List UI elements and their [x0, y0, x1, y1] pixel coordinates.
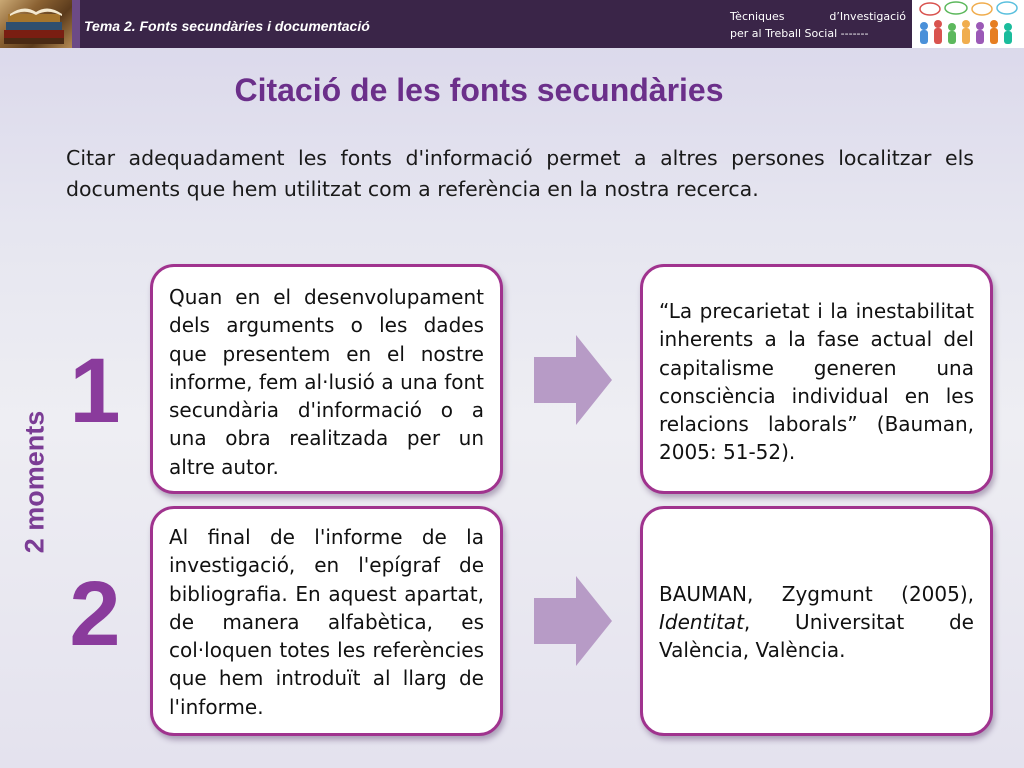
arrow-right-icon — [534, 335, 612, 425]
people-speech-bubbles-image — [912, 0, 1024, 48]
step-1-description: Quan en el desenvolupament dels arguments o les dades que presentem en el nostre informe, fem al·lusió a una font secundària d'informació o a una obra realitzada per un altre autor. — [169, 285, 484, 479]
moments-side-label-text: 2 moments — [19, 410, 50, 554]
step-2-description-box — [150, 506, 503, 736]
course-name — [730, 8, 906, 42]
intro-paragraph: Citar adequadament les fonts d'informació permet a altres persones localitzar els documents que hem utilitzat com a referència en la nostra recerca. — [66, 146, 974, 201]
step-number-2: 2 — [69, 563, 121, 665]
slide-title: Citació de les fonts secundàries — [234, 72, 724, 108]
reference-book-title: Identitat — [659, 609, 744, 634]
step-1-example-quote: “La precarietat i la inestabilitat inherents a la fase actual del capitalisme generen una consciència individual en les relacions laborals” (Bauman, 2005: 51-52). — [659, 299, 974, 465]
header-accent-strip — [72, 0, 80, 48]
bibliography-reference — [659, 580, 974, 665]
course-name-part2: d’Investigació — [829, 10, 906, 23]
header-title: Tema 2. Fonts secundàries i documentació — [84, 18, 370, 34]
header-bar — [0, 0, 1024, 48]
step-1-description-box — [150, 264, 503, 494]
books-image — [0, 0, 72, 48]
reference-publisher: , Universitat de València, València. — [659, 609, 974, 663]
step-2-example-box — [640, 506, 993, 736]
course-name-part1: Tècniques — [730, 10, 785, 23]
step-number-1: 1 — [69, 340, 121, 442]
step-1-example-box — [640, 264, 993, 494]
arrow-right-icon — [534, 576, 612, 666]
step-2-description: Al final de l'informe de la investigació, en l'epígraf de bibliografia. En aquest apartat, de manera alfabètica, es col·loquen totes les referències que hem introduït al llarg de l'informe. — [169, 525, 484, 719]
course-name-line2: per al Treball Social ------- — [730, 27, 869, 40]
reference-author-year: BAUMAN, Zygmunt (2005), — [659, 581, 974, 606]
